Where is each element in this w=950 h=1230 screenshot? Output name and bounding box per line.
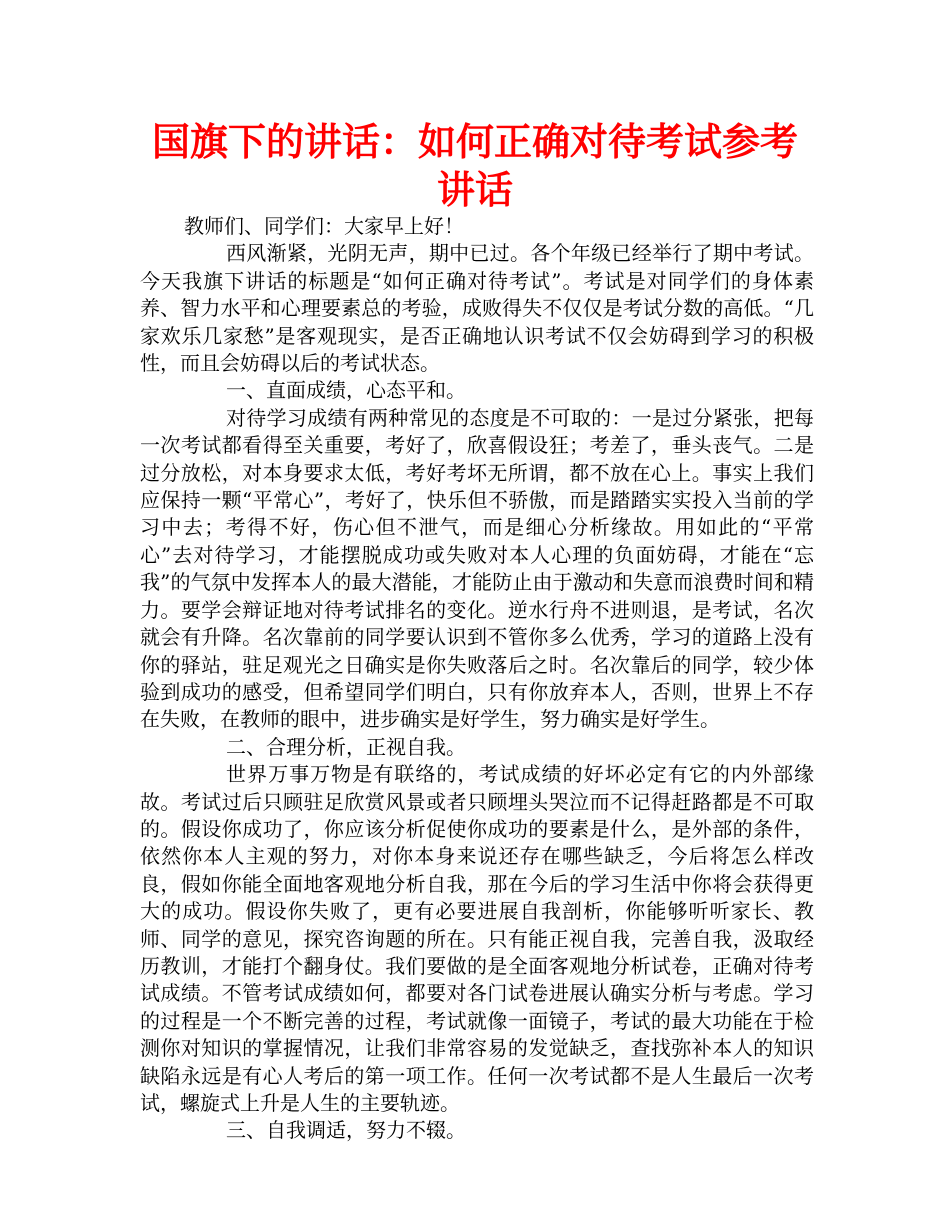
intro-paragraph: 西风渐紧，光阴无声，期中已过。各个年级已经举行了期中考试。今天我旗下讲话的标题是“如何正确对待考试”。考试是对同学们的身体素养、智力水平和心理要素总的考验，成败得失不仅仅是考试分数的高低。“几家欢乐几家愁”是客观现实，是否正确地认识考试不仅会妨碍到学习的积极性，而且会妨碍以后的考试状态。 — [140, 241, 814, 376]
section-heading-1: 一、直面成绩，心态平和。 — [226, 378, 466, 403]
document-title: 国旗下的讲话：如何正确对待考试参考讲话 — [151, 120, 798, 212]
section-heading-3: 三、自我调适，努力不辍。 — [226, 1118, 466, 1143]
section-2-paragraph: 世界万事万物是有联络的，考试成绩的好坏必定有它的内外部缘故。考试过后只顾驻足欣赏风景或者只顾埋头哭泣而不记得赶路都是不可取的。假设你成功了，你应该分析促使你成功的要素是什么，是外部的条件，依然你本人主观的努力，对你本身来说还存在哪些缺乏，今后将怎么样改良，假如你能全面地客观地分析自我，那在今后的学习生活中你将会获得更大的成功。假设你失败了，更有必要进展自我剖析，你能够听听家长、教师、同学的意见，探究咨询题的所在。只有能正视自我，完善自我，汲取经历教训，才能打个翻身仗。我们要做的是全面客观地分析试卷，正确对待考试成绩。不管考试成绩如何，都要对各门试卷进展认确实分析与考虑。学习的过程是一个不断完善的过程，考试就像一面镜子，考试的最大功能在于检测你对知识的掌握情况，让我们非常容易的发觉缺乏，查找弥补本人的知识缺陷永远是有心人考后的第一项工作。任何一次考试都不是人生最后一次考试，螺旋式上升是人生的主要轨迹。 — [140, 762, 814, 1115]
document-body — [140, 213, 814, 1145]
section-heading-2: 二、合理分析，正视自我。 — [226, 734, 466, 759]
greeting-paragraph: 教师们、同学们：大家早上好！ — [184, 214, 464, 238]
section-1-paragraph: 对待学习成绩有两种常见的态度是不可取的：一是过分紧张，把每一次考试都看得至关重要，考好了，欣喜假设狂；考差了，垂头丧气。二是过分放松，对本身要求太低，考好考坏无所谓，都不放在心上。事实上我们应保持一颗“平常心”，考好了，快乐但不骄傲，而是踏踏实实投入当前的学习中去；考得不好，伤心但不泄气，而是细心分析缘故。用如此的“平常心”去对待学习，才能摆脱成功或失败对本人心理的负面妨碍，才能在“忘我”的气氛中发挥本人的最大潜能，才能防止由于激动和失意而浪费时间和精力。要学会辩证地对待考试排名的变化。逆水行舟不进则退，是考试，名次就会有升降。名次靠前的同学要认识到不管你多么优秀，学习的道路上没有你的驿站，驻足观光之日确实是你失败落后之时。名次靠后的同学，较少体验到成功的感受，但希望同学们明白，只有你放弃本人，否则，世界上不存在失败，在教师的眼中，进步确实是好学生，努力确实是好学生。 — [140, 405, 814, 732]
